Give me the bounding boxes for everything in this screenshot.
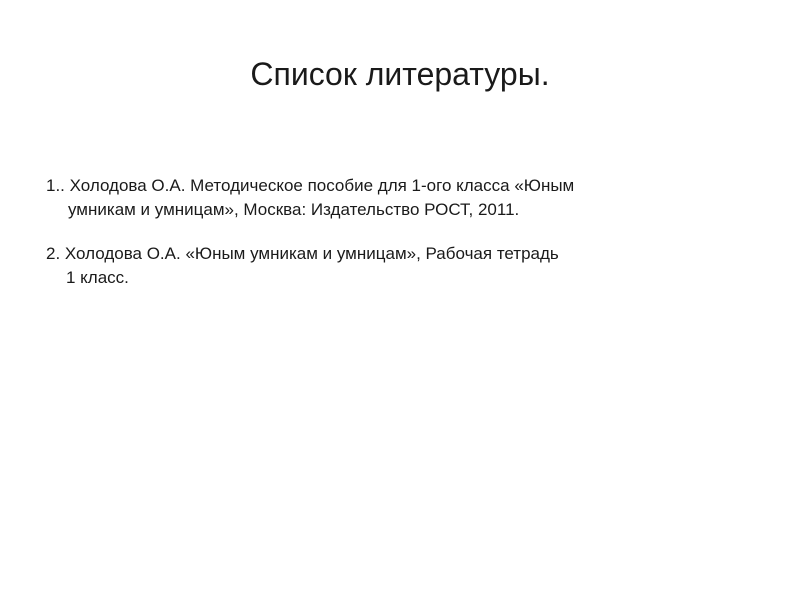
reference-2-line-1: 2. Холодова О.А. «Юным умникам и умницам», Рабочая тетрадь	[46, 244, 559, 263]
reference-1-line-2: умникам и умницам», Москва: Издательство РОСТ, 2011.	[68, 200, 520, 219]
slide-title: Список литературы.	[250, 56, 550, 92]
reference-2-line-2: 1 класс.	[66, 268, 129, 287]
reference-1-line-1: 1.. Холодова О.А. Методическое пособие для 1-ого класса «Юным	[46, 176, 575, 195]
reference-item-1	[46, 174, 574, 222]
reference-item-2	[46, 242, 559, 290]
